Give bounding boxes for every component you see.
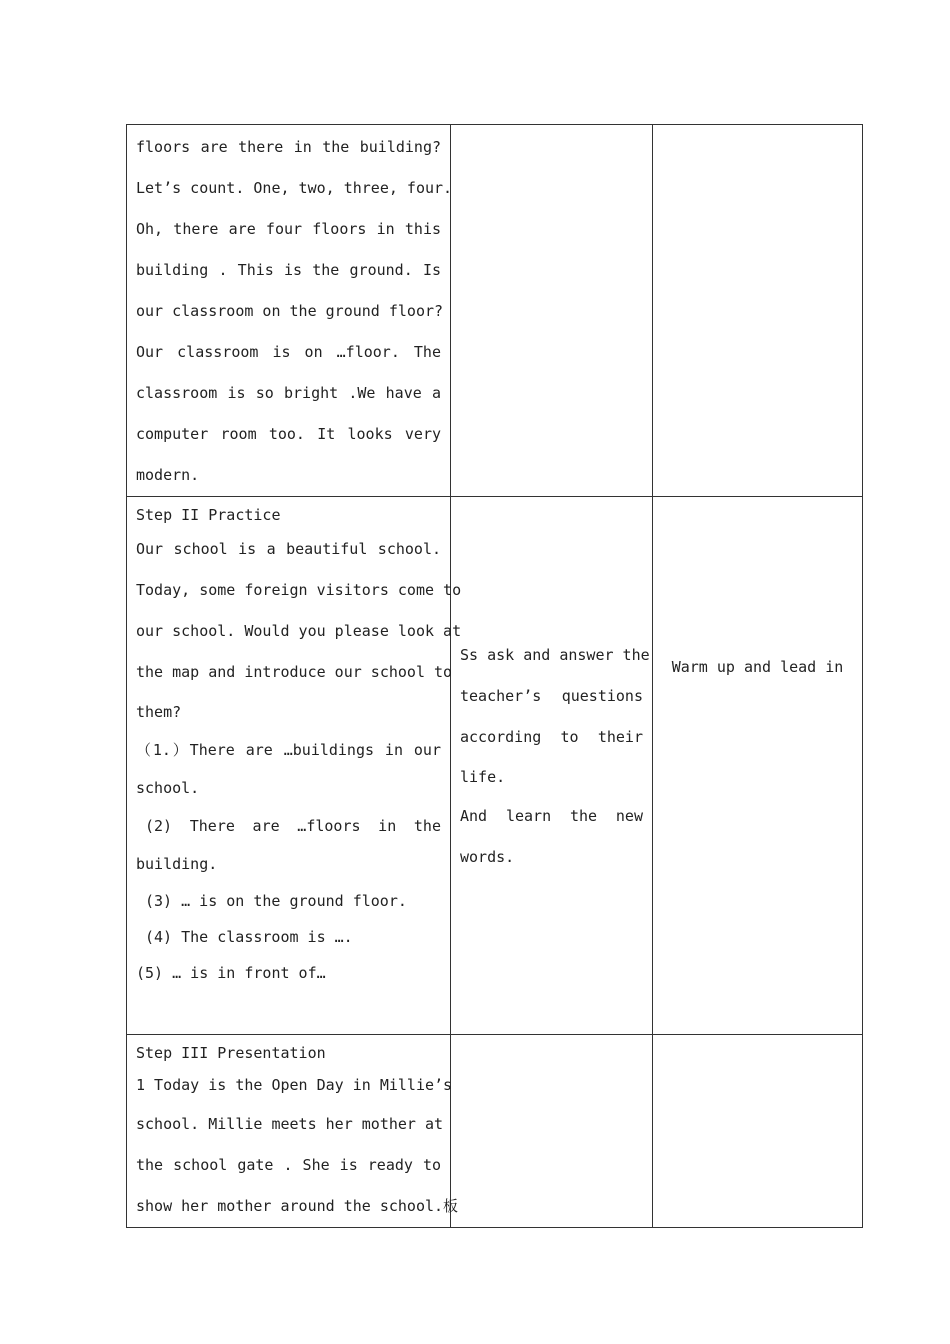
- step-heading: Step III Presentation: [136, 1044, 326, 1062]
- step-heading: Step II Practice: [136, 506, 281, 524]
- text-line: building . This is the ground. Is: [136, 261, 441, 279]
- text-line: them?: [136, 703, 182, 721]
- list-item: (2) There are …floors in the: [145, 817, 441, 835]
- purpose-text: Warm up and lead in: [671, 658, 844, 676]
- text-line: Oh, there are four floors in this: [136, 220, 441, 238]
- text-line: Today, some foreign visitors come to: [136, 581, 462, 599]
- text-line: teacher’s questions: [460, 687, 643, 705]
- list-item: (3) … is on the ground floor.: [145, 892, 407, 910]
- list-item: (5) … is in front of…: [136, 964, 326, 982]
- table-row: [127, 497, 863, 1035]
- text-line: Our classroom is on …floor. The: [136, 343, 441, 361]
- text-line: the map and introduce our school to: [136, 663, 453, 681]
- purpose-cell: [653, 497, 863, 1035]
- procedure-cell: [127, 125, 451, 497]
- table-row: [127, 1035, 863, 1228]
- text-line: And learn the new: [460, 807, 643, 825]
- procedure-cell: [127, 1035, 459, 1228]
- purpose-cell: [653, 125, 863, 497]
- text-line: our classroom on the ground floor?: [136, 302, 444, 320]
- procedure-cell: [127, 497, 462, 1035]
- activity-cell: [451, 1035, 653, 1228]
- text-line: the school gate . She is ready to: [136, 1156, 441, 1174]
- text-line: our school. Would you please look at: [136, 622, 462, 640]
- text-line: computer room too. It looks very: [136, 425, 441, 443]
- text-line: classroom is so bright .We have a: [136, 384, 441, 402]
- table-row: [127, 125, 863, 497]
- text-line: show her mother around the school.板: [136, 1197, 459, 1215]
- text-line: Our school is a beautiful school.: [136, 540, 441, 558]
- text-line: life.: [460, 768, 506, 786]
- text-line: floors are there in the building?: [136, 138, 441, 156]
- text-line: Let’s count. One, two, three, four.: [136, 179, 453, 197]
- text-line: school. Millie meets her mother at: [136, 1115, 444, 1133]
- list-item: （1.）There are …buildings in our: [136, 741, 441, 759]
- text-line: modern.: [136, 466, 200, 484]
- purpose-cell: [653, 1035, 863, 1228]
- text-line: 1 Today is the Open Day in Millie’s: [136, 1076, 453, 1094]
- text-line: words.: [460, 848, 515, 866]
- activity-cell: [451, 497, 653, 1035]
- activity-cell: [451, 125, 653, 497]
- list-item: (4) The classroom is ….: [145, 928, 353, 946]
- lesson-plan-table: [126, 124, 863, 1228]
- text-line: Ss ask and answer the: [460, 646, 650, 664]
- text-line: according to their: [460, 728, 643, 746]
- list-item: school.: [136, 779, 200, 797]
- list-item: building.: [136, 855, 218, 873]
